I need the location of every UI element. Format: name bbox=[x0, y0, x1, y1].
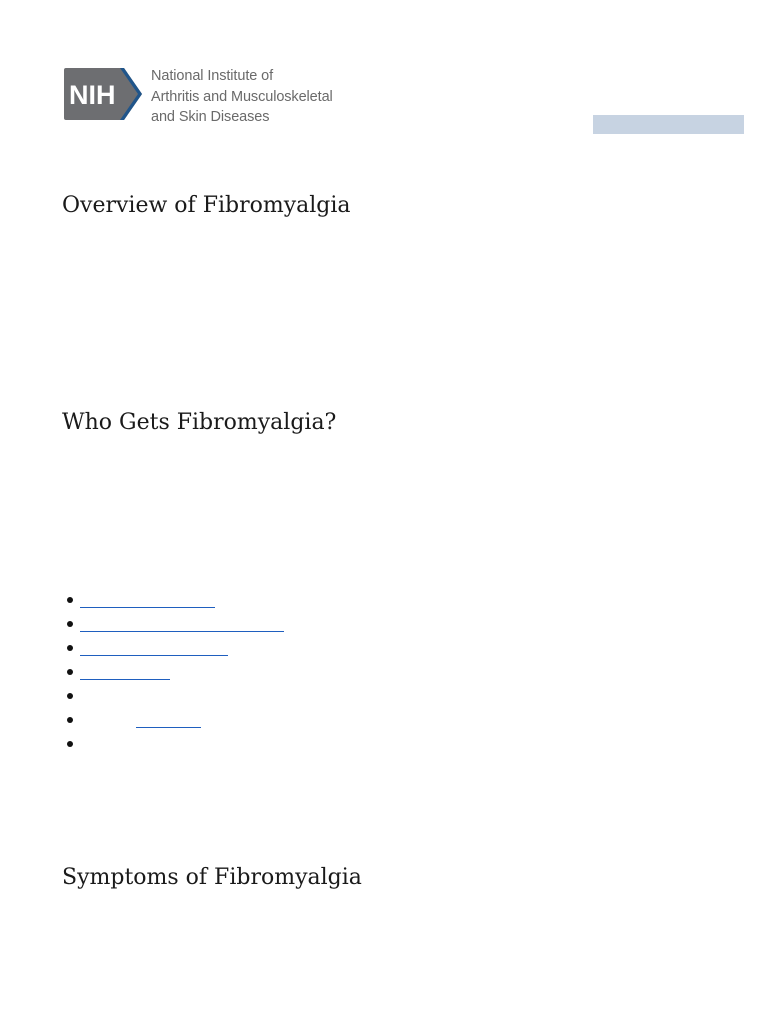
list-item-link[interactable] bbox=[80, 638, 228, 656]
list-item bbox=[62, 662, 462, 686]
bullet-icon bbox=[67, 669, 73, 675]
list-item bbox=[62, 734, 462, 758]
list-item bbox=[62, 686, 462, 710]
bullet-icon bbox=[67, 717, 73, 723]
search-bar[interactable] bbox=[593, 115, 744, 134]
heading-overview: Overview of Fibromyalgia bbox=[62, 193, 351, 218]
institute-name-line-3: and Skin Diseases bbox=[151, 109, 270, 125]
heading-who-gets: Who Gets Fibromyalgia? bbox=[62, 410, 337, 435]
nih-logo[interactable] bbox=[62, 66, 333, 128]
institute-name-line-2: Arthritis and Musculoskeletal bbox=[151, 88, 333, 105]
list-item bbox=[62, 590, 462, 614]
list-item-link[interactable] bbox=[80, 590, 215, 608]
institute-name-line-1: National Institute of bbox=[151, 68, 274, 84]
bullet-icon bbox=[67, 645, 73, 651]
list-item-link[interactable] bbox=[80, 662, 170, 680]
risk-factor-list bbox=[62, 590, 462, 758]
institute-name bbox=[151, 66, 333, 128]
bullet-icon bbox=[67, 693, 73, 699]
nih-logo-mark-icon bbox=[62, 66, 144, 122]
bullet-icon bbox=[67, 597, 73, 603]
heading-symptoms: Symptoms of Fibromyalgia bbox=[62, 865, 362, 890]
bullet-icon bbox=[67, 741, 73, 747]
logo-mark-text: NIH bbox=[69, 80, 116, 110]
list-item bbox=[62, 614, 462, 638]
list-item bbox=[62, 710, 462, 734]
bullet-icon bbox=[67, 621, 73, 627]
list-item-link[interactable] bbox=[136, 710, 201, 728]
list-item-link[interactable] bbox=[80, 614, 284, 632]
list-item bbox=[62, 638, 462, 662]
